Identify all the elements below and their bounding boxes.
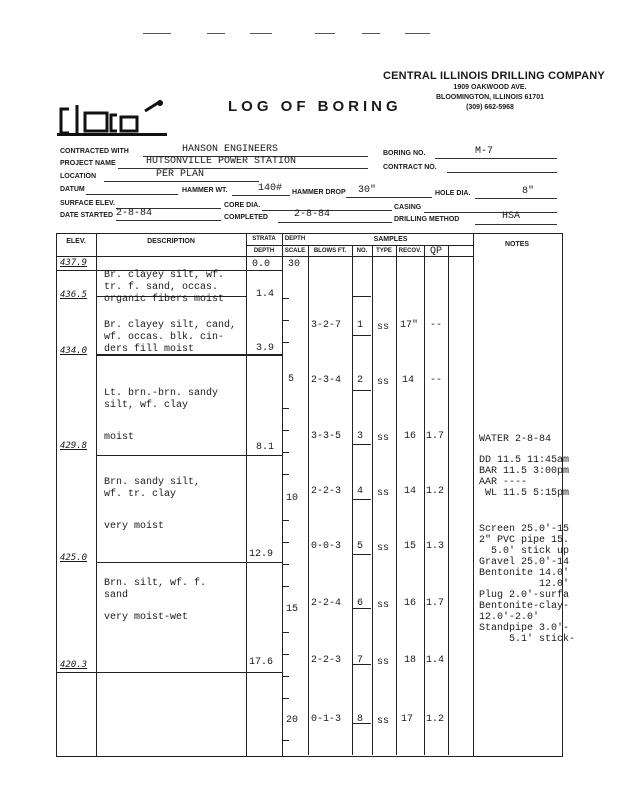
scan-mark [250, 33, 272, 34]
company-name: CENTRAL ILLINOIS DRILLING COMPANY [383, 70, 605, 82]
strata-depth: 12.9 [249, 549, 274, 560]
company-logo [55, 97, 170, 139]
sample-qp: -- [430, 375, 443, 386]
sample-type: ss [377, 543, 390, 554]
location-label: LOCATION [60, 173, 97, 180]
datum-label: DATUM [60, 186, 85, 193]
contracted-with-value: HANSON ENGINEERS [182, 144, 279, 155]
date-started-value: 2-8-84 [116, 208, 153, 219]
sample-recov: 16 [404, 431, 417, 442]
note-aar: AAR ---- [479, 477, 528, 488]
sample-recov: 18 [404, 655, 417, 666]
soil-description: Br. clayey silt, wf. tr. f. sand, occas. organic fibers moist [104, 270, 225, 305]
form-title: LOG OF BORING [228, 98, 402, 115]
col-type: TYPE [376, 248, 392, 254]
note-wl: WL 11.5 5:15pm [479, 488, 570, 499]
col-recov: RECOV. [398, 248, 422, 254]
scan-mark [143, 33, 171, 34]
col-strata-depth: DEPTH [253, 248, 275, 254]
elevation: 429.8 [60, 441, 88, 451]
sample-recov: 14 [402, 375, 415, 386]
strata-depth: 1.4 [256, 289, 275, 300]
hammer-wt-value: 140# [258, 183, 283, 194]
company-street: 1909 OAKWOOD AVE. [453, 84, 527, 91]
sample-no: 4 [357, 486, 364, 497]
scale-mark: 10 [286, 493, 299, 504]
hole-dia-value: 8" [522, 186, 535, 197]
note-water: WATER 2-8-84 [479, 434, 552, 445]
surface-elev-label: SURFACE ELEV. [60, 200, 115, 207]
scan-mark [405, 33, 430, 34]
note-dd: DD 11.5 11:45am [479, 455, 570, 466]
sample-blows: 0-1-3 [311, 714, 342, 725]
project-name-label: PROJECT NAME [60, 160, 116, 167]
sample-qp: 1.7 [426, 598, 445, 609]
sample-blows: 2-2-3 [311, 486, 342, 497]
sample-type: ss [377, 600, 390, 611]
note-installation: Screen 25.0'-15 2" PVC pipe 15. 5.0' stick up Gravel 25.0'-14 Bentonite 14.0' 12.0' Plug 2.0'-surfa Bentonite-clay- 12.0'-2.0' Standpipe 3.0'- 5.1' stick- [479, 524, 576, 645]
soil-description: Br. clayey silt, cand, wf. occas. blk. cin- ders fill moist [104, 320, 237, 355]
sample-no: 7 [357, 655, 364, 666]
sample-recov: 17" [400, 320, 419, 331]
col-strata: STRATA [252, 236, 276, 242]
sample-type: ss [377, 322, 390, 333]
col-qp: QP [429, 246, 442, 257]
sample-recov: 17 [401, 714, 414, 725]
sample-qp: 1.7 [426, 431, 445, 442]
sample-recov: 16 [404, 598, 417, 609]
col-no: NO. [356, 248, 368, 254]
hole-dia-label: HOLE DIA. [435, 190, 471, 197]
col-scale: SCALE [284, 248, 306, 254]
sample-type: ss [377, 433, 390, 444]
boring-no-label: BORING NO. [383, 150, 426, 157]
boring-no-value: M-7 [475, 146, 494, 157]
project-name-value: HUTSONVILLE POWER STATION [146, 156, 297, 167]
hammer-wt-label: HAMMER WT. [182, 187, 228, 194]
sample-blows: 3-3-5 [311, 431, 342, 442]
col-notes: NOTES [504, 241, 530, 248]
completed-value: 2-8-84 [294, 209, 331, 220]
casing-label: CASING [394, 204, 422, 211]
sample-no: 3 [357, 431, 364, 442]
scan-mark [362, 33, 380, 34]
scale-mark: 5 [288, 374, 295, 385]
col-blows: BLOWS FT. [313, 248, 347, 254]
sample-type: ss [377, 488, 390, 499]
sample-type: ss [377, 657, 390, 668]
scan-mark [207, 33, 225, 34]
sample-qp: -- [430, 320, 443, 331]
elevation: 437.9 [60, 258, 88, 268]
drilling-method-value: HSA [502, 211, 521, 222]
scan-mark [315, 33, 335, 34]
core-dia-label: CORE DIA. [224, 202, 261, 209]
soil-description: Brn. sandy silt, wf. tr. clay [104, 477, 201, 500]
sample-blows: 2-2-4 [311, 598, 342, 609]
contracted-with-label: CONTRACTED WITH [60, 148, 129, 155]
sample-qp: 1.2 [426, 714, 445, 725]
soil-description: Lt. brn.-brn. sandy silt, wf. clay [104, 388, 219, 411]
col-description: DESCRIPTION [147, 238, 195, 245]
strata-depth: 17.6 [249, 657, 274, 668]
hammer-drop-value: 30" [358, 185, 377, 196]
drilling-method-label: DRILLING METHOD [394, 216, 460, 223]
sample-qp: 1.2 [426, 486, 445, 497]
completed-label: COMPLETED [224, 214, 268, 221]
sample-blows: 2-2-3 [311, 655, 342, 666]
sample-blows: 2-3-4 [311, 375, 342, 386]
company-city: BLOOMINGTON, ILLINOIS 61701 [435, 94, 544, 101]
sample-blows: 3-2-7 [311, 320, 342, 331]
hammer-drop-label: HAMMER DROP [292, 189, 346, 196]
sample-no: 1 [357, 320, 364, 331]
strata-depth: 3.9 [256, 343, 275, 354]
col-elev: ELEV. [66, 238, 86, 245]
sample-type: ss [377, 716, 390, 727]
sample-no: 5 [357, 541, 364, 552]
sample-recov: 14 [404, 486, 417, 497]
sample-qp: 1.4 [426, 655, 445, 666]
sample-no: 8 [357, 714, 364, 725]
scale-mark: 15 [286, 604, 299, 615]
col-depth: DEPTH [284, 236, 306, 242]
strata-depth: 8.1 [256, 442, 275, 453]
soil-description: moist [104, 432, 135, 443]
sample-no: 2 [357, 375, 364, 386]
sample-type: ss [377, 377, 390, 388]
elevation: 436.5 [60, 290, 88, 300]
scale-mark: 20 [286, 715, 299, 726]
elevation: 420.3 [60, 660, 88, 670]
sample-recov: 15 [404, 541, 417, 552]
strata-depth: 0.0 [252, 259, 271, 270]
soil-description: very moist [104, 521, 165, 532]
elevation: 425.0 [60, 553, 88, 563]
sample-blows: 0-0-3 [311, 541, 342, 552]
contract-no-label: CONTRACT NO. [383, 164, 437, 171]
location-value: PER PLAN [156, 169, 205, 180]
soil-description: Brn. silt, wf. f. sand [104, 578, 207, 601]
sample-qp: 1.3 [426, 541, 445, 552]
col-samples: SAMPLES [373, 236, 408, 243]
elevation: 434.0 [60, 346, 88, 356]
soil-description: very moist-wet [104, 612, 189, 623]
note-bar: BAR 11.5 3:00pm [479, 466, 570, 477]
sample-no: 6 [357, 598, 364, 609]
scale-mark: 30 [288, 259, 301, 270]
company-phone: (309) 662-5968 [466, 104, 514, 111]
date-started-label: DATE STARTED [60, 212, 114, 219]
